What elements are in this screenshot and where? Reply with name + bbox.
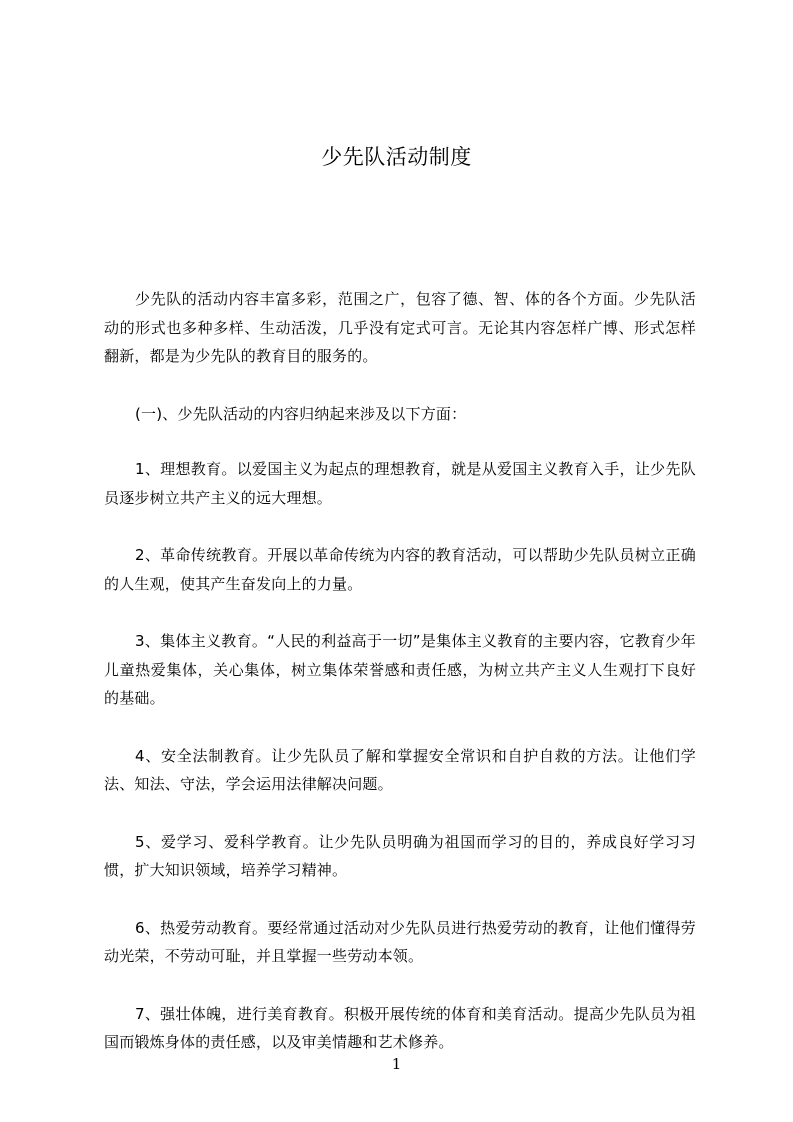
list-item: 5、爱学习、爱科学教育。让少先队员明确为祖国而学习的目的，养成良好学习习惯，扩大知识领域，培养学习精神。 [104, 832, 696, 879]
list-item: 6、热爱劳动教育。要经常通过活动对少先队员进行热爱劳动的教育，让他们懂得劳动光荣，不劳动可耻，并且掌握一些劳动本领。 [104, 918, 696, 965]
page-number: 1 [391, 1055, 402, 1073]
list-item: 1、理想教育。以爱国主义为起点的理想教育，就是从爱国主义教育入手，让少先队员逐步树立共产主义的远大理想。 [104, 460, 696, 507]
section-heading: (一)、少先队活动的内容归纳起来涉及以下方面： [135, 404, 467, 423]
list-item: 7、强壮体魄，进行美育教育。积极开展传统的体育和美育活动。提高少先队员为祖国而锻炼身体的责任感，以及审美情趣和艺术修养。 [104, 1004, 696, 1051]
list-item: 4、安全法制教育。让少先队员了解和掌握安全常识和自护自救的方法。让他们学法、知法、守法，学会运用法律解决问题。 [104, 746, 696, 793]
document-title: 少先队活动制度 [321, 145, 472, 169]
list-item: 2、革命传统教育。开展以革命传统为内容的教育活动，可以帮助少先队员树立正确的人生观，使其产生奋发向上的力量。 [104, 546, 696, 593]
intro-paragraph: 少先队的活动内容丰富多彩，范围之广，包容了德、智、体的各个方面。少先队活动的形式也多种多样、生动活泼，几乎没有定式可言。无论其内容怎样广博、形式怎样翻新，都是为少先队的教育目的服务的。 [104, 290, 696, 365]
document-body [104, 285, 696, 1086]
list-item: 3、集体主义教育。“人民的利益高于一切”是集体主义教育的主要内容，它教育少年儿童热爱集体，关心集体，树立集体荣誉感和责任感，为树立共产主义人生观打下良好的基础。 [104, 632, 696, 707]
